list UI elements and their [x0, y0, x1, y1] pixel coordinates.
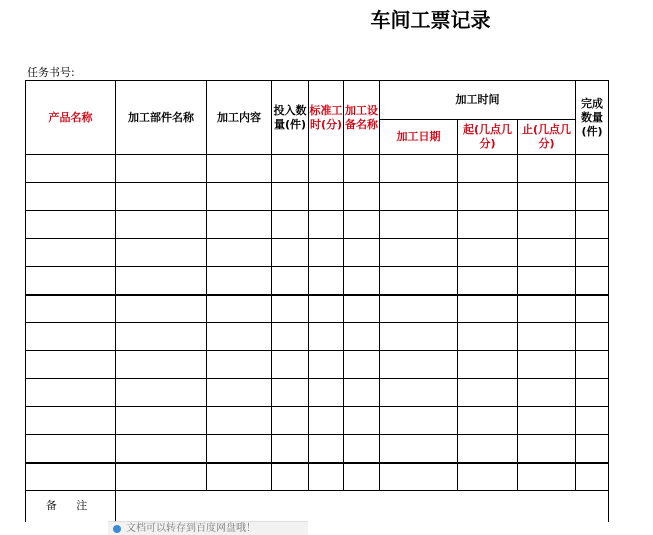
table-cell[interactable] — [207, 463, 272, 491]
header-end-time: 止(几点几分) — [518, 120, 576, 155]
table-row — [26, 463, 609, 491]
header-part-name: 加工部件名称 — [116, 81, 207, 155]
table-cell[interactable] — [26, 239, 116, 267]
header-standard-time: 标准工时(分) — [309, 81, 344, 155]
table-cell[interactable] — [272, 239, 309, 267]
table-cell[interactable] — [309, 435, 344, 463]
table-cell[interactable] — [26, 407, 116, 435]
table-cell[interactable] — [309, 351, 344, 379]
header-processing-date: 加工日期 — [380, 120, 458, 155]
table-cell[interactable] — [518, 323, 576, 351]
table-cell[interactable] — [309, 267, 344, 295]
task-number-label: 任务书号: — [27, 66, 75, 79]
table-cell[interactable] — [380, 267, 458, 295]
table-cell[interactable] — [272, 295, 309, 323]
table-cell[interactable] — [344, 435, 380, 463]
table-cell[interactable] — [458, 379, 518, 407]
table-cell[interactable] — [207, 351, 272, 379]
table-cell[interactable] — [272, 323, 309, 351]
table-cell[interactable] — [380, 351, 458, 379]
table-cell[interactable] — [207, 267, 272, 295]
table-cell[interactable] — [26, 351, 116, 379]
header-product-name: 产品名称 — [26, 81, 116, 155]
table-cell[interactable] — [207, 211, 272, 239]
table-cell[interactable] — [518, 155, 576, 183]
remarks-field[interactable] — [116, 491, 609, 522]
table-cell[interactable] — [458, 239, 518, 267]
table-cell[interactable] — [26, 295, 116, 323]
table-cell[interactable] — [344, 379, 380, 407]
table-cell[interactable] — [576, 407, 609, 435]
table-cell[interactable] — [380, 239, 458, 267]
table-cell[interactable] — [518, 463, 576, 491]
table-cell[interactable] — [116, 435, 207, 463]
remarks-row — [26, 491, 609, 522]
footer-tip[interactable] — [108, 521, 308, 535]
table-cell[interactable] — [309, 183, 344, 211]
table-cell[interactable] — [576, 435, 609, 463]
table-row — [26, 239, 609, 267]
table-cell[interactable] — [380, 155, 458, 183]
table-cell[interactable] — [518, 239, 576, 267]
table-cell[interactable] — [272, 267, 309, 295]
table-cell[interactable] — [380, 407, 458, 435]
table-cell[interactable] — [458, 295, 518, 323]
table-cell[interactable] — [26, 463, 116, 491]
table-cell[interactable] — [309, 407, 344, 435]
table-cell[interactable] — [272, 351, 309, 379]
header-finished-quantity: 完成数量(件) — [576, 81, 609, 155]
table-cell[interactable] — [309, 463, 344, 491]
table-cell[interactable] — [458, 407, 518, 435]
table-cell[interactable] — [309, 295, 344, 323]
table-cell[interactable] — [458, 463, 518, 491]
header-processing-time: 加工时间 — [380, 81, 576, 120]
table-cell[interactable] — [272, 379, 309, 407]
work-ticket-table — [25, 80, 609, 522]
table-cell[interactable] — [380, 435, 458, 463]
table-cell[interactable] — [272, 463, 309, 491]
table-cell[interactable] — [116, 323, 207, 351]
table-cell[interactable] — [207, 379, 272, 407]
table-cell[interactable] — [116, 351, 207, 379]
table-cell[interactable] — [380, 211, 458, 239]
table-cell[interactable] — [309, 239, 344, 267]
table-cell[interactable] — [576, 155, 609, 183]
table-row — [26, 295, 609, 323]
page-title: 车间工票记录 — [370, 8, 491, 32]
table-cell[interactable] — [207, 323, 272, 351]
table-cell[interactable] — [576, 379, 609, 407]
table-row — [26, 351, 609, 379]
table-cell[interactable] — [207, 295, 272, 323]
table-cell[interactable] — [344, 407, 380, 435]
table-cell[interactable] — [518, 295, 576, 323]
table-cell[interactable] — [518, 435, 576, 463]
table-cell[interactable] — [344, 211, 380, 239]
table-cell[interactable] — [380, 379, 458, 407]
table-cell[interactable] — [26, 155, 116, 183]
table-cell[interactable] — [344, 295, 380, 323]
table-cell[interactable] — [576, 351, 609, 379]
table-cell[interactable] — [518, 407, 576, 435]
header-start-time: 起(几点几分) — [458, 120, 518, 155]
table-cell[interactable] — [26, 435, 116, 463]
table-cell[interactable] — [518, 183, 576, 211]
table-cell[interactable] — [344, 323, 380, 351]
table-cell[interactable] — [207, 183, 272, 211]
table-cell[interactable] — [116, 407, 207, 435]
table-row — [26, 407, 609, 435]
table-cell[interactable] — [380, 323, 458, 351]
table-row — [26, 183, 609, 211]
table-cell[interactable] — [380, 183, 458, 211]
table-cell[interactable] — [207, 407, 272, 435]
table-cell[interactable] — [518, 211, 576, 239]
header-equipment-name: 加工设备名称 — [344, 81, 380, 155]
table-cell[interactable] — [207, 435, 272, 463]
table-cell[interactable] — [576, 183, 609, 211]
table-cell[interactable] — [272, 435, 309, 463]
table-cell[interactable] — [576, 239, 609, 267]
table-cell[interactable] — [272, 183, 309, 211]
table-cell[interactable] — [272, 211, 309, 239]
table-cell[interactable] — [576, 463, 609, 491]
table-cell[interactable] — [344, 155, 380, 183]
table-cell[interactable] — [458, 351, 518, 379]
table-cell[interactable] — [458, 155, 518, 183]
table-row — [26, 323, 609, 351]
table-cell[interactable] — [26, 323, 116, 351]
table-cell[interactable] — [309, 155, 344, 183]
table-cell[interactable] — [458, 211, 518, 239]
table-cell[interactable] — [576, 295, 609, 323]
table-cell[interactable] — [458, 323, 518, 351]
table-cell[interactable] — [116, 183, 207, 211]
table-row — [26, 379, 609, 407]
table-cell[interactable] — [116, 211, 207, 239]
footer-tip-text: 文档可以转存到百度网盘哦！ — [126, 523, 256, 534]
table-cell[interactable] — [26, 211, 116, 239]
table-cell[interactable] — [518, 267, 576, 295]
table-cell[interactable] — [380, 463, 458, 491]
table-cell[interactable] — [116, 379, 207, 407]
table-cell[interactable] — [207, 155, 272, 183]
table-cell[interactable] — [116, 295, 207, 323]
table-row — [26, 435, 609, 463]
table-cell[interactable] — [309, 323, 344, 351]
table-cell[interactable] — [576, 267, 609, 295]
table-cell[interactable] — [344, 463, 380, 491]
table-cell[interactable] — [309, 379, 344, 407]
table-cell[interactable] — [116, 155, 207, 183]
table-cell[interactable] — [116, 239, 207, 267]
table-cell[interactable] — [26, 379, 116, 407]
table-cell[interactable] — [272, 155, 309, 183]
table-cell[interactable] — [272, 407, 309, 435]
table-cell[interactable] — [518, 379, 576, 407]
table-row — [26, 155, 609, 183]
header-processing-content: 加工内容 — [207, 81, 272, 155]
table-cell[interactable] — [458, 435, 518, 463]
table-cell[interactable] — [576, 211, 609, 239]
table-cell[interactable] — [207, 239, 272, 267]
table-cell[interactable] — [458, 183, 518, 211]
table-cell[interactable] — [26, 183, 116, 211]
header-input-quantity: 投入数量(件) — [272, 81, 309, 155]
table-cell[interactable] — [116, 463, 207, 491]
table-cell[interactable] — [344, 267, 380, 295]
table-cell[interactable] — [344, 351, 380, 379]
table-cell[interactable] — [518, 351, 576, 379]
table-cell[interactable] — [26, 267, 116, 295]
table-cell[interactable] — [576, 323, 609, 351]
table-cell[interactable] — [344, 239, 380, 267]
table-cell[interactable] — [344, 183, 380, 211]
table-cell[interactable] — [309, 211, 344, 239]
table-row — [26, 211, 609, 239]
table-cell[interactable] — [380, 295, 458, 323]
table-row — [26, 267, 609, 295]
table-cell[interactable] — [116, 267, 207, 295]
remarks-label: 备 注 — [26, 491, 116, 522]
table-cell[interactable] — [458, 267, 518, 295]
